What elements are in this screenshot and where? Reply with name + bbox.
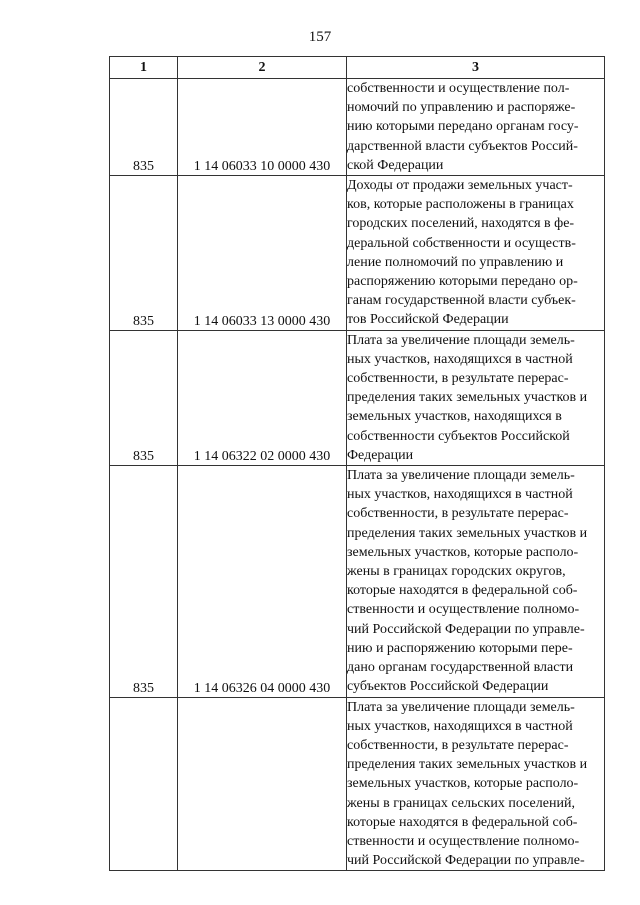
description-line: дано органам государственной власти [347, 660, 574, 676]
admin-code-cell: 835 [110, 176, 178, 331]
column-header-3: 3 [347, 57, 605, 79]
table-row [110, 330, 605, 465]
admin-code-cell: 835 [110, 466, 178, 697]
description-line: чий Российской Федерации по управле- [347, 853, 585, 869]
description-line: земельных участков, находящихся в [347, 409, 562, 425]
description-line: собственности, в результате перерас- [347, 371, 569, 387]
description-cell [347, 79, 605, 176]
table-row [110, 697, 605, 871]
description-line: которые находятся в федеральной соб- [347, 814, 578, 830]
description-line: номочий по управлению и распоряже- [347, 100, 576, 116]
description-line: которые находятся в федеральной соб- [347, 583, 578, 599]
description-line: субъектов Российской Федерации [347, 679, 549, 695]
description-line: ных участков, находящихся в частной [347, 718, 573, 734]
description-line: Доходы от продажи земельных участ- [347, 178, 573, 194]
page-number: 157 [308, 29, 332, 45]
description-line: ков, которые расположены в границах [347, 197, 574, 213]
description-cell [347, 330, 605, 465]
admin-code-cell: 835 [110, 330, 178, 465]
description-line: пределения таких земельных участков и [347, 525, 588, 541]
description-cell [347, 176, 605, 331]
description-line: распоряжению которыми передано ор- [347, 274, 578, 290]
description-line: земельных участков, которые располо- [347, 776, 579, 792]
description-line: Федерации [347, 447, 414, 463]
description-line: земельных участков, которые располо- [347, 544, 579, 560]
table-header-row [110, 57, 605, 79]
table-row [110, 176, 605, 331]
description-line: ных участков, находящихся в частной [347, 351, 573, 367]
description-line: ганам государственной власти субъек- [347, 293, 576, 309]
revenue-code-cell: 1 14 06033 10 0000 430 [178, 79, 347, 176]
admin-code-cell: 835 [110, 79, 178, 176]
description-line: пределения таких земельных участков и [347, 390, 588, 406]
description-line: пределения таких земельных участков и [347, 757, 588, 773]
revenue-code-cell: 1 14 06322 02 0000 430 [178, 330, 347, 465]
description-line: собственности субъектов Российской [347, 428, 570, 444]
description-line: Плата за увеличение площади земель- [347, 699, 575, 715]
description-line: Плата за увеличение площади земель- [347, 332, 575, 348]
table-row [110, 466, 605, 697]
column-header-2: 2 [178, 57, 347, 79]
revenue-code-cell: 1 14 06326 04 0000 430 [178, 466, 347, 697]
description-line: дарственной власти субъектов Россий- [347, 138, 578, 154]
description-line: городских поселений, находятся в фе- [347, 216, 575, 232]
revenue-code-cell: 1 14 06033 13 0000 430 [178, 176, 347, 331]
admin-code-cell [110, 697, 178, 871]
table-row [110, 79, 605, 176]
revenue-code-cell [178, 697, 347, 871]
description-line: жены в границах сельских поселений, [347, 795, 575, 811]
description-line: собственности и осуществление пол- [347, 81, 570, 96]
description-line: ление полномочий по управлению и [347, 254, 564, 270]
description-line: тов Российской Федерации [347, 312, 509, 328]
description-line: Плата за увеличение площади земель- [347, 468, 575, 484]
description-line: ственности и осуществление полномо- [347, 602, 580, 618]
description-cell [347, 466, 605, 697]
description-line: чий Российской Федерации по управле- [347, 621, 585, 637]
description-line: деральной собственности и осуществ- [347, 235, 576, 251]
description-line: ственности и осуществление полномо- [347, 833, 580, 849]
description-line: собственности, в результате перерас- [347, 737, 569, 753]
description-line: ской Федерации [347, 157, 444, 173]
description-line: нию которыми передано органам госу- [347, 119, 579, 135]
description-line: собственности, в результате перерас- [347, 506, 569, 522]
revenue-codes-table [109, 56, 605, 871]
column-header-1: 1 [110, 57, 178, 79]
description-line: нию и распоряжению которыми пере- [347, 640, 573, 656]
description-line: ных участков, находящихся в частной [347, 487, 573, 503]
description-line: жены в границах городских округов, [347, 564, 566, 580]
description-cell [347, 697, 605, 871]
